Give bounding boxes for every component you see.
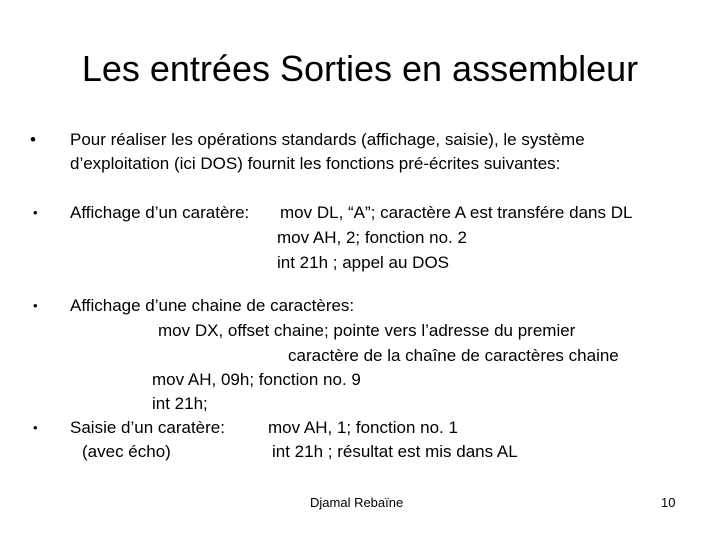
bullet-saisie: • — [33, 420, 38, 435]
saisie-sublabel: (avec écho) — [82, 442, 171, 461]
affichage-caractere-code-1: mov DL, “A”; caractère A est transfére dans DL — [280, 203, 633, 222]
saisie-code-2: int 21h ; résultat est mis dans AL — [272, 442, 518, 461]
bullet-affichage-caractere: • — [33, 205, 38, 220]
affichage-chaine-code-1: mov DX, offset chaine; pointe vers l’adresse du premier — [158, 321, 576, 340]
footer-author: Djamal Rebaïne — [310, 495, 404, 510]
footer-page-number: 10 — [661, 495, 676, 510]
affichage-chaine-code-3: int 21h; — [152, 394, 208, 413]
affichage-caractere-code-2: mov AH, 2; fonction no. 2 — [277, 228, 467, 247]
affichage-caractere-label: Affichage d’un caratère: — [70, 203, 250, 222]
saisie-label: Saisie d’un caratère: — [70, 418, 225, 437]
affichage-chaine-code-1-cont: caractère de la chaîne de caractères chaine — [288, 346, 619, 365]
affichage-caractere-code-3: int 21h ; appel au DOS — [277, 253, 450, 272]
affichage-chaine-code-2: mov AH, 09h; fonction no. 9 — [152, 370, 361, 389]
affichage-chaine-label: Affichage d’une chaine de caractères: — [70, 296, 355, 315]
intro-line-2: d’exploitation (ici DOS) fournit les fonctions pré-écrites suivantes: — [70, 154, 561, 173]
saisie-code-1: mov AH, 1; fonction no. 1 — [268, 418, 458, 437]
bullet-intro: • — [30, 130, 36, 149]
intro-line-1: Pour réaliser les opérations standards (affichage, saisie), le système — [70, 130, 585, 149]
bullet-affichage-chaine: • — [33, 298, 38, 313]
slide-title: Les entrées Sorties en assembleur — [81, 48, 639, 89]
